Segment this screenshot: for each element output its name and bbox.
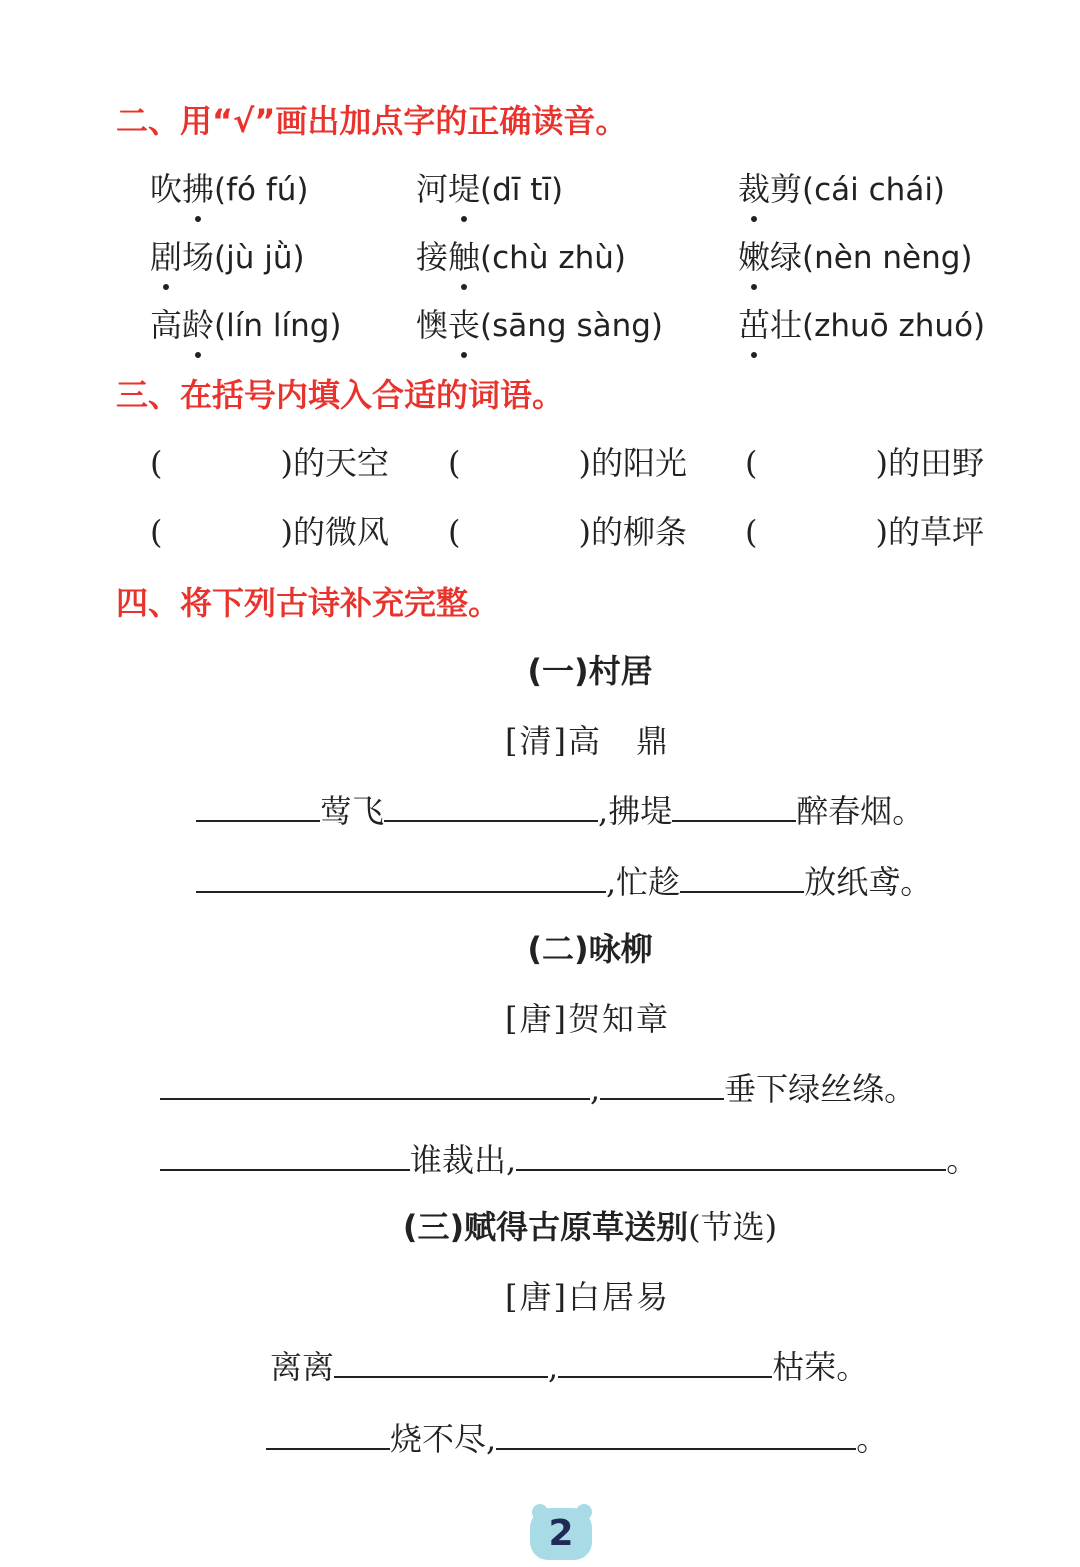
dotted-char: 剧 — [150, 232, 182, 278]
answer-blank[interactable] — [672, 790, 796, 822]
poem-2-line-1: , 垂下绿丝绦。 — [160, 1064, 916, 1110]
section-2-heading: 二、用“√”画出加点字的正确读音。 — [116, 102, 628, 140]
answer-blank[interactable] — [558, 1346, 772, 1378]
dotted-char: 嫩 — [738, 232, 770, 278]
answer-blank[interactable] — [496, 1418, 856, 1450]
dotted-char: 丧 — [448, 300, 480, 346]
emphasis-dot-icon — [163, 284, 169, 290]
dotted-char: 裁 — [738, 164, 770, 210]
pinyin-item — [738, 300, 985, 346]
char: 高 — [150, 306, 183, 344]
fill-item: ( )的天空 — [150, 444, 389, 482]
fill-text: 的柳条 — [590, 513, 687, 551]
char: 绿 — [770, 238, 803, 276]
poem-1-line-1: 莺飞 ,拂堤 醉春烟。 — [196, 786, 924, 832]
fill-item: ( )的阳光 — [448, 444, 687, 482]
answer-blank[interactable] — [600, 1068, 724, 1100]
pinyin-options: (zhuō zhuó) — [802, 308, 986, 344]
page-number: 2 — [530, 1508, 592, 1560]
answer-blank[interactable] — [334, 1346, 548, 1378]
pinyin-options: (cái chái) — [802, 172, 946, 208]
emphasis-dot-icon — [461, 352, 467, 358]
pinyin-options: (lín líng) — [214, 308, 342, 344]
emphasis-dot-icon — [461, 216, 467, 222]
fill-item: ( )的微风 — [150, 513, 389, 551]
pinyin-options: (fó fú) — [214, 172, 309, 208]
poem-3-author: [唐]白居易 — [505, 1278, 670, 1316]
answer-blank[interactable] — [160, 1139, 410, 1171]
poem-1-title: (一)村居 — [527, 652, 653, 690]
pinyin-item — [738, 164, 945, 210]
answer-blank[interactable] — [516, 1139, 946, 1171]
char: 懊 — [416, 306, 449, 344]
dotted-char: 堤 — [448, 164, 480, 210]
dotted-char: 触 — [448, 232, 480, 278]
pinyin-options: (sāng sàng) — [480, 308, 664, 344]
poem-2-title: (二)咏柳 — [527, 930, 653, 968]
emphasis-dot-icon — [751, 216, 757, 222]
emphasis-dot-icon — [195, 352, 201, 358]
char: 河 — [416, 170, 449, 208]
char: 接 — [416, 238, 449, 276]
fill-item: ( )的田野 — [745, 444, 984, 482]
pinyin-item — [416, 300, 663, 346]
pinyin-item — [416, 232, 626, 278]
poem-1-line-2: ,忙趁 放纸鸢。 — [196, 857, 932, 903]
section-4-heading: 四、将下列古诗补充完整。 — [116, 584, 501, 622]
answer-blank[interactable] — [196, 790, 320, 822]
char: 剪 — [770, 170, 803, 208]
pinyin-item — [150, 300, 342, 346]
pinyin-item — [738, 232, 973, 278]
poem-3-title-note: (节选) — [688, 1208, 778, 1246]
poem-2-author: [唐]贺知章 — [505, 1000, 670, 1038]
emphasis-dot-icon — [461, 284, 467, 290]
pinyin-options: (nèn nèng) — [802, 240, 973, 276]
fill-text: 的草坪 — [887, 513, 984, 551]
fill-text: 的阳光 — [590, 444, 687, 482]
pinyin-options: (chù zhù) — [480, 240, 626, 276]
pinyin-item — [416, 164, 563, 210]
emphasis-dot-icon — [751, 352, 757, 358]
fill-text: 的微风 — [292, 513, 389, 551]
pinyin-item — [150, 164, 309, 210]
poem-2-line-2: 谁裁出, 。 — [160, 1135, 978, 1181]
poem-3-title: (三)赋得古原草送别(节选) — [402, 1208, 778, 1246]
emphasis-dot-icon — [195, 216, 201, 222]
pinyin-item — [150, 232, 305, 278]
emphasis-dot-icon — [751, 284, 757, 290]
fill-text: 的天空 — [292, 444, 389, 482]
fill-item: ( )的草坪 — [745, 513, 984, 551]
char: 壮 — [770, 306, 803, 344]
answer-blank[interactable] — [160, 1068, 590, 1100]
char: 场 — [182, 238, 215, 276]
char: 吹 — [150, 170, 183, 208]
fill-text: 的田野 — [887, 444, 984, 482]
dotted-char: 茁 — [738, 300, 770, 346]
dotted-char: 龄 — [182, 300, 214, 346]
answer-blank[interactable] — [680, 861, 804, 893]
answer-blank[interactable] — [266, 1418, 390, 1450]
pinyin-options: (jù jǜ) — [214, 240, 305, 276]
answer-blank[interactable] — [196, 861, 606, 893]
poem-3-line-1: 离离 , 枯荣。 — [270, 1348, 869, 1386]
poem-1-author: [清]高 鼎 — [505, 722, 670, 760]
pinyin-options: (dī tī) — [480, 172, 564, 208]
poem-3-line-2: 烧不尽, 。 — [266, 1414, 888, 1460]
answer-blank[interactable] — [384, 790, 598, 822]
section-3-heading: 三、在括号内填入合适的词语。 — [116, 376, 565, 414]
dotted-char: 拂 — [182, 164, 214, 210]
fill-item: ( )的柳条 — [448, 513, 687, 551]
